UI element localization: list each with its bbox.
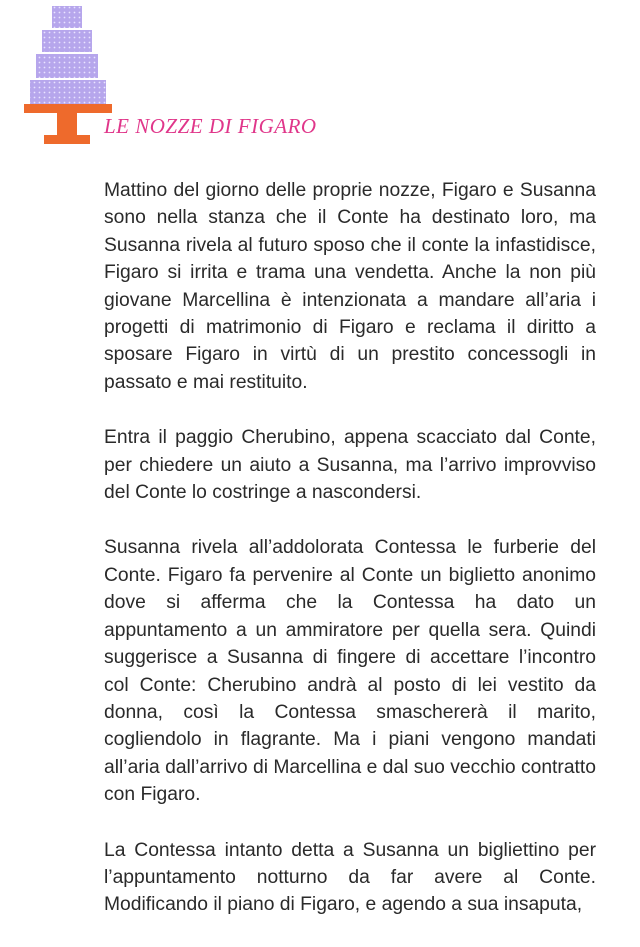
synopsis-text [104,177,596,947]
paragraph-3: Susanna rivela all’addolorata Contessa le furberie del Conte. Figaro fa pervenire al Conte un biglietto anonimo dove si afferma che la Contessa ha dato un appuntamento a un ammiratore per quella sera. Quindi suggerisce a Susanna di fingere di accettare l’incontro col Conte: Cherubino andrà al posto di lei vestito da donna, così la Contessa smaschererà il marito, cogliendolo in flagrante. Ma i piani vengono mandati all’aria dall’arrivo di Marcellina e dal suo vecchio contratto con Figaro. [104,537,596,806]
paragraph-1: Mattino del giorno delle proprie nozze, Figaro e Susanna sono nella stanza che il Conte ha destinato loro, ma Susanna rivela al futuro sposo che il conte la infastidisce, Figaro si irrita e trama una vendetta. Anche la non più giovane Marcellina è intenzionata a mandare all’aria i progetti di matrimonio di Figaro e reclama il diritto a sposare Figaro in virtù di un prestito concessogli in passato e mai restituito. [104,180,596,393]
paragraph-4: La Contessa intanto detta a Susanna un bigliettino per l’appuntamento notturno da far avere al Conte. Modificando il piano di Figaro, e agendo a sua insaputa, [104,839,596,916]
page-header [0,0,640,150]
paragraph-2: Entra il paggio Cherubino, appena scacciato dal Conte, per chiedere un aiuto a Susanna, ma l’arrivo improvviso del Conte lo costringe a nascondersi. [104,427,596,504]
wedding-cake-icon [22,0,112,146]
page-title: LE NOZZE DI FIGARO [104,114,317,138]
